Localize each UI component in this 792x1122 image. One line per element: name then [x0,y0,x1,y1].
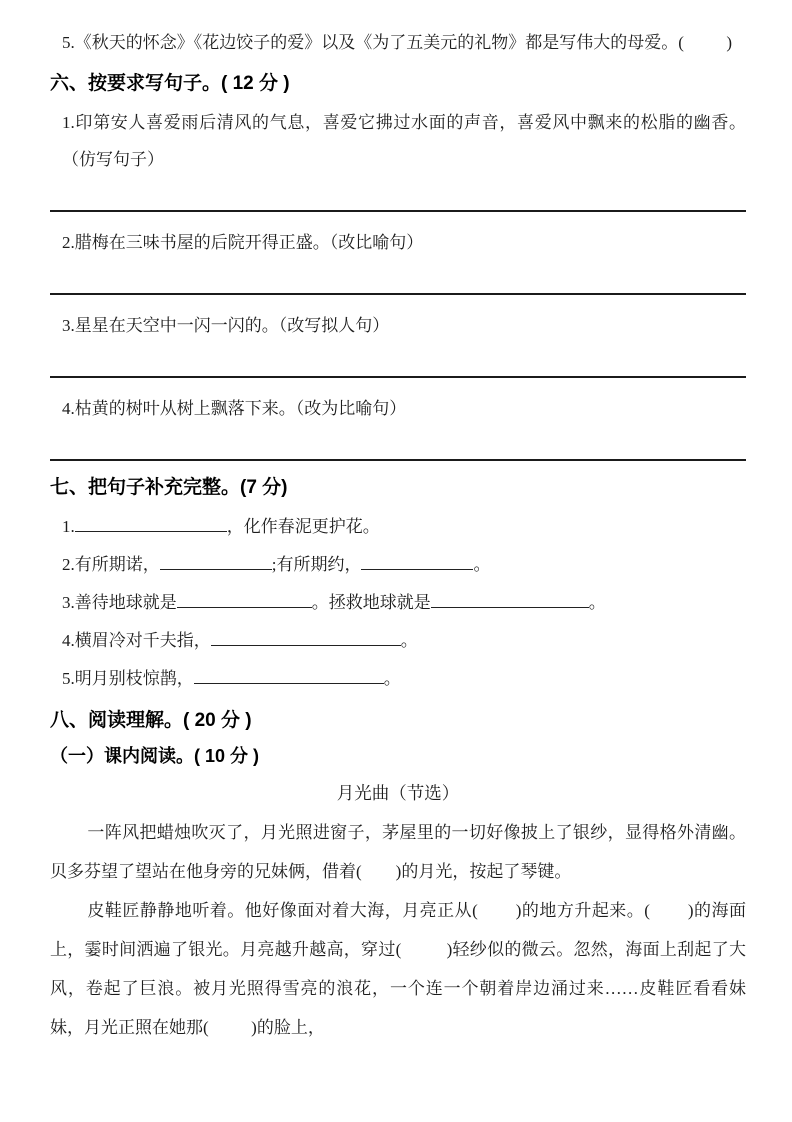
question-text: 。 [588,593,606,612]
fill-blank [194,665,384,684]
fill-blank [160,551,272,570]
question-6-4: 4.枯黄的树叶从树上飘落下来。（改为比喻句） [62,399,407,418]
fill-blank [431,589,589,608]
question-text: 。拯救地球就是 [311,593,431,612]
question-text: ;有所期约， [271,555,362,574]
question-text: ，化作春泥更护花。 [226,517,380,536]
question-6-3: 3.星星在天空中一闪一闪的。（改写拟人句） [62,316,390,335]
question-text: 2.有所期诺， [62,555,160,574]
section-6-heading: 六、按要求写句子。( 12 分 ) [50,73,290,94]
question-text: 3.善待地球就是 [62,593,177,612]
question-text: 。 [400,631,418,650]
passage-title: 月光曲（节选） [336,783,460,803]
question-text: 4.横眉冷对千夫指， [62,631,211,650]
question-6-1: 1.印第安人喜爱雨后清风的气息，喜爱它拂过水面的声音，喜爱风中飘来的松脂的幽香。（仿写句子） [62,113,746,169]
question-text: 1. [62,517,75,536]
fill-blank [211,627,401,646]
passage-paragraph-2: 皮鞋匠静静地听着。他好像面对着大海，月亮正从( )的地方升起来。( )的海面上，霎时间洒遍了银光。月亮越升越高，穿过( )轻纱似的微云。忽然，海面上刮起了大风，卷起了巨浪。被月光照得雪亮的浪花，一个连一个朝着岸边涌过来……皮鞋匠看看妹妹，月光正照在她那( )的脸上， [50,901,746,1037]
fill-blank [75,513,227,532]
true-false-item-5: 5.《秋天的怀念》《花边饺子的爱》以及《为了五美元的礼物》都是写伟大的母爱。( ) [62,33,733,52]
answer-line [50,261,746,295]
question-7-1 [50,508,746,546]
question-7-4 [50,622,746,660]
question-text: 5.明月别枝惊鹊， [62,669,194,688]
passage-paragraph-1: 一阵风把蜡烛吹灭了，月光照进窗子，茅屋里的一切好像披上了银纱，显得格外清幽。贝多芬望了望站在他身旁的兄妹俩，借着( )的月光，按起了琴键。 [50,823,746,881]
answer-line [50,427,746,461]
question-text: 。 [383,669,401,688]
section-8-subheading: （一）课内阅读。( 10 分 ) [50,746,260,766]
question-7-5 [50,660,746,698]
answer-line [50,344,746,378]
section-7-heading: 七、把句子补充完整。(7 分) [50,477,288,498]
section-8-heading: 八、阅读理解。( 20 分 ) [50,710,252,731]
question-text: 。 [473,555,491,574]
answer-line [50,178,746,212]
reading-passage [50,775,746,1047]
fill-blank [177,589,312,608]
fill-blank [361,551,473,570]
question-7-2 [50,546,746,584]
question-7-3 [50,584,746,622]
question-6-2: 2.腊梅在三味书屋的后院开得正盛。（改比喻句） [62,233,424,252]
